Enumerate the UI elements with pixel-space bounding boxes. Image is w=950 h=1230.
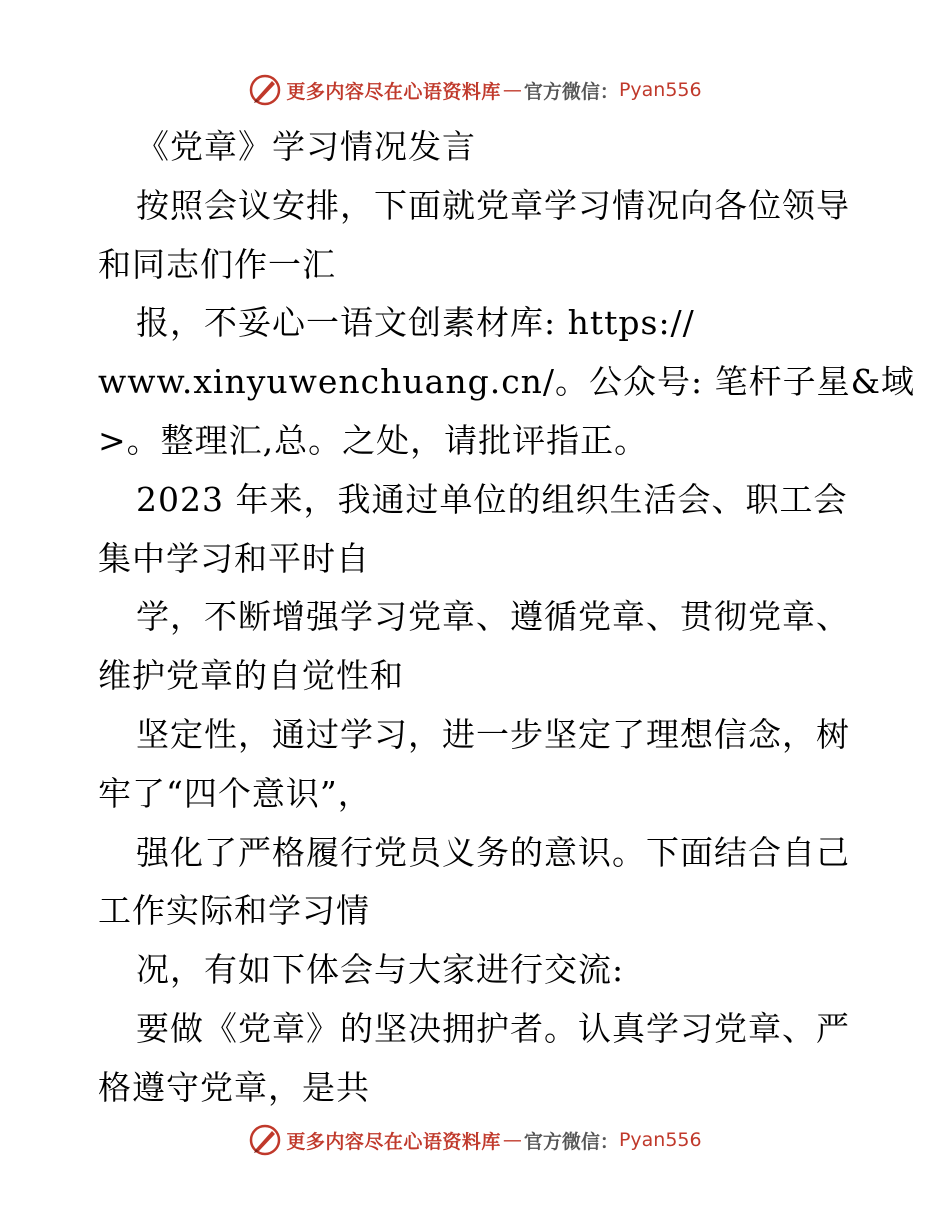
watermark-separator: — <box>502 1129 522 1151</box>
watermark-wechat-id: Pyan556 <box>618 79 702 101</box>
paragraph-line: 况，有如下体会与大家进行交流: <box>136 950 625 990</box>
paragraph-line: 报，不妥心一语文创素材库: https:// <box>136 303 695 343</box>
paragraph-line: 和同志们作一汇 <box>98 244 336 284</box>
quill-pen-logo-icon <box>248 73 282 107</box>
watermark-brand: 更多内容尽在心语资料库 <box>286 1130 501 1153</box>
watermark-brand: 更多内容尽在心语资料库 <box>286 80 501 103</box>
paragraph-line: 要做《党章》的坚决拥护者。认真学习党章、严 <box>136 1008 850 1048</box>
paragraph-line: 牢了“四个意识”， <box>98 773 372 813</box>
footer-watermark <box>0 1120 950 1160</box>
watermark-wechat-label: 官方微信： <box>523 1130 619 1153</box>
paragraph-line: 强化了严格履行党员义务的意识。下面结合自己 <box>136 832 850 872</box>
paragraph-line: >。整理汇,总。之处，请批评指正。 <box>98 420 649 460</box>
document-title: 《党章》学习情况发言 <box>136 127 476 166</box>
header-watermark <box>0 70 950 110</box>
paragraph-line: 维护党章的自觉性和 <box>98 656 404 696</box>
paragraph-line: 工作实际和学习情 <box>98 891 370 931</box>
paragraph-line: 集中学习和平时自 <box>98 538 370 578</box>
paragraph-line: www.xinyuwenchuang.cn/。公众号: 笔杆子星&域 <box>98 362 916 402</box>
paragraph-line: 学，不断增强学习党章、遵循党章、贯彻党章、 <box>136 597 850 637</box>
paragraph-line: 2023 年来，我通过单位的组织生活会、职工会 <box>136 479 848 519</box>
paragraph-line: 格遵守党章，是共 <box>98 1067 370 1107</box>
paragraph-line: 按照会议安排，下面就党章学习情况向各位领导 <box>136 185 850 225</box>
watermark-wechat-id: Pyan556 <box>618 1129 702 1151</box>
watermark-separator: — <box>502 79 522 101</box>
paragraph-line: 坚定性，通过学习，进一步坚定了理想信念，树 <box>136 714 850 754</box>
watermark-wechat-label: 官方微信： <box>523 80 619 103</box>
quill-pen-logo-icon <box>248 1123 282 1157</box>
document-body <box>98 118 916 1118</box>
